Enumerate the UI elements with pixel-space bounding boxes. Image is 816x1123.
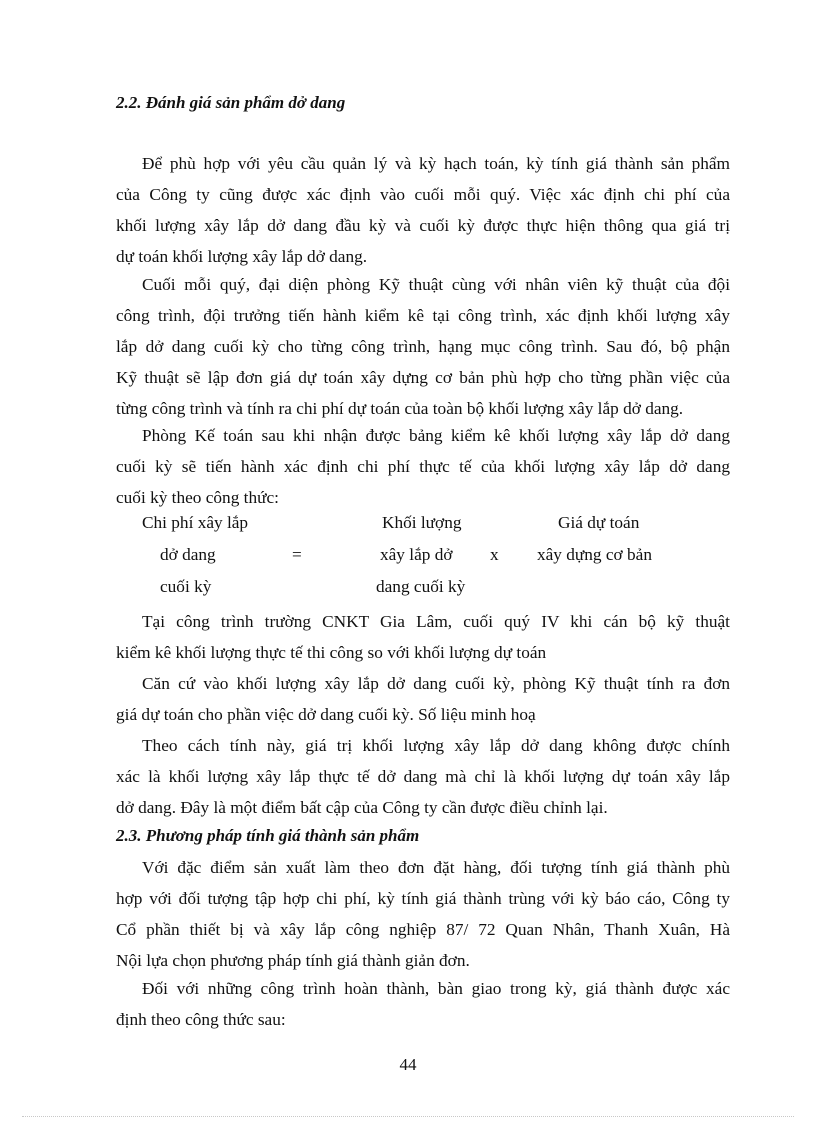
paragraph-method-limitation (116, 730, 730, 823)
paragraph-completed-works (116, 973, 730, 1035)
text-line: Theo cách tính này, giá trị khối lượng xây lắp dở dang không được chính (142, 736, 730, 755)
text-line: Cuối mỗi quý, đại diện phòng Kỹ thuật cùng với nhân viên kỹ thuật của đội (142, 275, 730, 294)
section-heading-2-2: 2.2. Đánh giá sản phẩm dở dang (116, 93, 346, 112)
paragraph-inventory-process (116, 269, 730, 424)
text-line: khối lượng xây lắp dở dang đầu kỳ và cuối kỳ được thực hiện thông qua giá trị (116, 216, 730, 235)
page-number: 44 (399, 1055, 417, 1074)
section-heading-2-3: 2.3. Phương pháp tính giá thành sản phẩm (116, 826, 420, 845)
text-line: giá dự toán cho phần việc dở dang cuối kỳ. Số liệu minh hoạ (116, 705, 536, 724)
text-line: Tại công trình trường CNKT Gia Lâm, cuối quý IV khi cán bộ kỹ thuật (142, 612, 730, 631)
text-line: định theo công thức sau: (116, 1010, 286, 1029)
formula-equals-sign: = (292, 545, 302, 564)
text-line: Kỹ thuật sẽ lập đơn giá dự toán xây dựng cơ bản phù hợp cho từng phần việc của (116, 368, 730, 387)
text-line: hợp với đối tượng tập hợp chi phí, kỳ tính giá thành trùng với kỳ báo cáo, Công ty (116, 889, 730, 908)
page-bottom-divider (22, 1116, 794, 1117)
paragraph-unit-price (116, 668, 730, 730)
text-line: Nội lựa chọn phương pháp tính giá thành giản đơn. (116, 951, 470, 970)
formula-middle-term: Khối lượng (382, 513, 462, 532)
text-line: Đối với những công trình hoàn thành, bàn giao trong kỳ, giá thành được xác (142, 979, 730, 998)
paragraph-costing-method (116, 852, 730, 976)
text-line: dự toán khối lượng xây lắp dở dang. (116, 247, 368, 266)
text-line: cuối kỳ sẽ tiến hành xác định chi phí thực tế của khối lượng xây lắp dở dang (116, 457, 730, 476)
text-line: của Công ty cũng được xác định vào cuối mỗi quý. Việc xác định chi phí của (116, 185, 730, 204)
paragraph-accounting-formula-intro (116, 420, 730, 513)
paragraph-gia-lam-example (116, 606, 730, 668)
text-line: Cổ phần thiết bị và xây lắp công nghiệp 87/ 72 Quan Nhân, Thanh Xuân, Hà (116, 920, 730, 939)
text-line: Với đặc điểm sản xuất làm theo đơn đặt hàng, đối tượng tính giá thành phù (142, 858, 730, 877)
text-line: công trình, đội trưởng tiến hành kiểm kê tại công trình, xác định khối lượng xây (116, 306, 730, 325)
text-line: Phòng Kế toán sau khi nhận được bảng kiểm kê khối lượng xây lắp dở dang (142, 426, 730, 445)
formula-left-term: dở dang (160, 545, 216, 564)
formula-multiply-sign: x (490, 545, 499, 564)
text-line: kiểm kê khối lượng thực tế thi công so với khối lượng dự toán (116, 643, 547, 662)
formula-middle-term: dang cuối kỳ (376, 577, 466, 596)
text-line: từng công trình và tính ra chi phí dự toán của toàn bộ khối lượng xây lắp dở dang. (116, 399, 684, 418)
wip-cost-formula (116, 507, 730, 603)
formula-right-term: Giá dự toán (558, 513, 640, 532)
formula-middle-term: xây lắp dở (380, 545, 453, 564)
formula-right-term: xây dựng cơ bản (537, 545, 652, 564)
formula-left-term: Chi phí xây lắp (142, 513, 249, 532)
text-line: Căn cứ vào khối lượng xây lắp dở dang cuối kỳ, phòng Kỹ thuật tính ra đơn (142, 674, 730, 693)
text-line: cuối kỳ theo công thức: (116, 488, 279, 507)
text-line: Để phù hợp với yêu cầu quản lý và kỳ hạch toán, kỳ tính giá thành sản phẩm (142, 154, 730, 173)
text-line: dở dang. Đây là một điểm bất cập của Công ty cần được điều chỉnh lại. (116, 798, 608, 817)
formula-left-term: cuối kỳ (160, 577, 212, 596)
paragraph-period-definition (116, 148, 730, 272)
text-line: lắp dở dang cuối kỳ cho từng công trình, hạng mục công trình. Sau đó, bộ phận (116, 337, 730, 356)
text-line: xác là khối lượng xây lắp thực tế dở dang mà chỉ là khối lượng dự toán xây lắp (116, 767, 730, 786)
